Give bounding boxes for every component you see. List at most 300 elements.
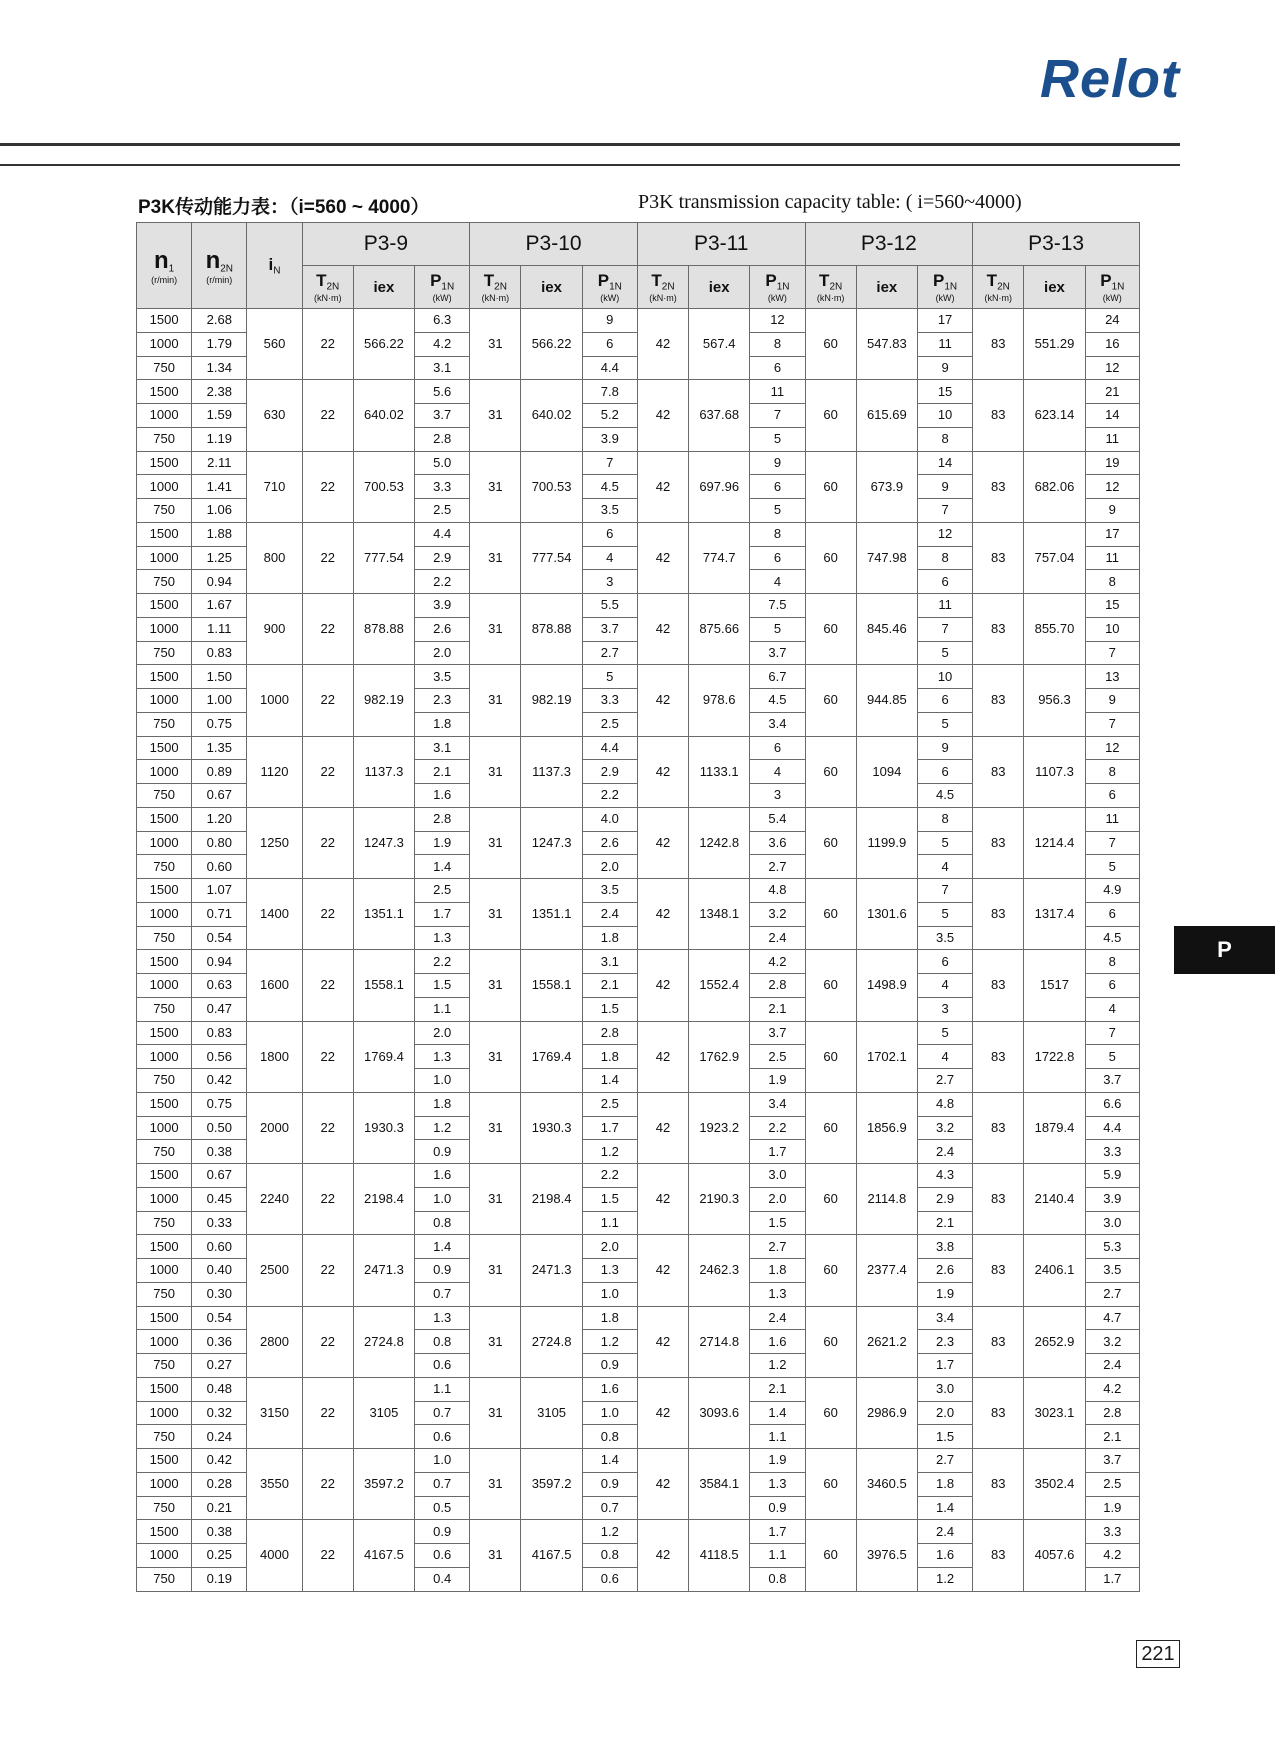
cell-iex: 1769.4: [353, 1021, 414, 1092]
cell-p1n: 4.2: [415, 332, 470, 356]
cell-n2n: 0.24: [192, 1425, 247, 1449]
cell-p1n: 2.0: [750, 1187, 805, 1211]
cell-iex: 2986.9: [856, 1377, 917, 1448]
header-rule-bottom: [0, 164, 1180, 166]
cell-ratio: 3150: [247, 1377, 302, 1448]
cell-n2n: 0.38: [192, 1140, 247, 1164]
cell-p1n: 6: [582, 332, 637, 356]
cell-p1n: 6: [1085, 974, 1139, 998]
cell-p1n: 7: [917, 499, 972, 523]
cell-n1: 1000: [137, 1401, 192, 1425]
cell-p1n: 3.3: [415, 475, 470, 499]
cell-n2n: 0.60: [192, 1235, 247, 1259]
cell-p1n: 0.8: [415, 1330, 470, 1354]
cell-p1n: 0.7: [415, 1472, 470, 1496]
cell-t2n: 42: [637, 309, 688, 380]
cell-t2n: 83: [973, 594, 1024, 665]
cell-n1: 750: [137, 997, 192, 1021]
cell-p1n: 3.2: [750, 902, 805, 926]
cell-n1: 750: [137, 784, 192, 808]
cell-p1n: 0.5: [415, 1496, 470, 1520]
cell-n1: 1500: [137, 736, 192, 760]
cell-p1n: 5: [582, 665, 637, 689]
cell-iex: 777.54: [521, 522, 582, 593]
cell-iex: 3597.2: [353, 1449, 414, 1520]
cell-p1n: 3.4: [750, 712, 805, 736]
cell-t2n: 42: [637, 879, 688, 950]
cell-iex: 4057.6: [1024, 1520, 1085, 1591]
cell-p1n: 4: [917, 855, 972, 879]
cell-iex: 1247.3: [353, 807, 414, 878]
cell-p1n: 1.3: [750, 1472, 805, 1496]
cell-t2n: 83: [973, 736, 1024, 807]
cell-n1: 1000: [137, 689, 192, 713]
cell-p1n: 5: [917, 831, 972, 855]
cell-p1n: 12: [1085, 356, 1139, 380]
cell-iex: 700.53: [353, 451, 414, 522]
table-row: [137, 807, 1140, 831]
cell-p1n: 7: [1085, 831, 1139, 855]
cell-n2n: 0.28: [192, 1472, 247, 1496]
cell-t2n: 22: [302, 309, 353, 380]
cell-p1n: 2.5: [415, 499, 470, 523]
cell-iex: 2471.3: [353, 1235, 414, 1306]
cell-p1n: 0.8: [582, 1425, 637, 1449]
cell-p1n: 1.2: [582, 1520, 637, 1544]
cell-p1n: 11: [1085, 427, 1139, 451]
cell-t2n: 22: [302, 1164, 353, 1235]
cell-p1n: 4: [917, 1045, 972, 1069]
cell-p1n: 6: [917, 760, 972, 784]
cell-n1: 1000: [137, 1472, 192, 1496]
cell-n2n: 0.50: [192, 1116, 247, 1140]
cell-p1n: 6: [1085, 902, 1139, 926]
cell-p1n: 1.6: [582, 1377, 637, 1401]
cell-p1n: 4.8: [917, 1092, 972, 1116]
cell-p1n: 3: [582, 570, 637, 594]
cell-p1n: 7: [1085, 1021, 1139, 1045]
cell-p1n: 2.8: [582, 1021, 637, 1045]
cell-p1n: 10: [917, 404, 972, 428]
cell-p1n: 1.1: [415, 1377, 470, 1401]
cell-iex: 3502.4: [1024, 1449, 1085, 1520]
cell-p1n: 1.5: [415, 974, 470, 998]
cell-p1n: 2.4: [750, 1306, 805, 1330]
cell-p1n: 14: [917, 451, 972, 475]
cell-t2n: 60: [805, 451, 856, 522]
cell-n1: 1500: [137, 879, 192, 903]
cell-t2n: 42: [637, 594, 688, 665]
cell-t2n: 83: [973, 1164, 1024, 1235]
cell-t2n: 83: [973, 1092, 1024, 1163]
cell-p1n: 3.2: [917, 1116, 972, 1140]
section-tab-p: P: [1174, 926, 1275, 974]
cell-p1n: 5: [1085, 1045, 1139, 1069]
cell-iex: 4118.5: [689, 1520, 750, 1591]
cell-p1n: 1.6: [750, 1330, 805, 1354]
cell-p1n: 5.2: [582, 404, 637, 428]
table-row: [137, 736, 1140, 760]
cell-p1n: 8: [1085, 950, 1139, 974]
cell-p1n: 9: [1085, 689, 1139, 713]
cell-p1n: 4.4: [582, 356, 637, 380]
cell-n1: 750: [137, 1140, 192, 1164]
cell-n1: 1500: [137, 380, 192, 404]
cell-iex: 777.54: [353, 522, 414, 593]
cell-p1n: 0.9: [415, 1140, 470, 1164]
cell-iex: 1879.4: [1024, 1092, 1085, 1163]
cell-iex: 547.83: [856, 309, 917, 380]
cell-p1n: 2.1: [582, 974, 637, 998]
cell-ratio: 2000: [247, 1092, 302, 1163]
cell-p1n: 0.7: [415, 1401, 470, 1425]
cell-iex: 774.7: [689, 522, 750, 593]
header-rule-top: [0, 143, 1180, 146]
cell-p1n: 1.0: [415, 1187, 470, 1211]
cell-iex: 747.98: [856, 522, 917, 593]
table-row: [137, 451, 1140, 475]
cell-p1n: 4: [582, 546, 637, 570]
cell-n2n: 1.20: [192, 807, 247, 831]
cell-iex: 3597.2: [521, 1449, 582, 1520]
cell-p1n: 1.4: [582, 1069, 637, 1093]
cell-p1n: 2.4: [582, 902, 637, 926]
cell-p1n: 4: [1085, 997, 1139, 1021]
cell-n2n: 0.47: [192, 997, 247, 1021]
cell-p1n: 10: [1085, 617, 1139, 641]
cell-t2n: 31: [470, 380, 521, 451]
cell-n2n: 1.34: [192, 356, 247, 380]
cell-iex: 1133.1: [689, 736, 750, 807]
cell-n2n: 0.83: [192, 641, 247, 665]
cell-t2n: 42: [637, 522, 688, 593]
cell-t2n: 31: [470, 1377, 521, 1448]
cell-p1n: 1.7: [750, 1140, 805, 1164]
group-header-p3-13: P3-13: [973, 223, 1140, 266]
cell-p1n: 7: [750, 404, 805, 428]
cell-n1: 1500: [137, 1377, 192, 1401]
cell-n1: 750: [137, 1282, 192, 1306]
cell-p1n: 4: [750, 570, 805, 594]
cell-t2n: 31: [470, 1021, 521, 1092]
cell-p1n: 1.8: [582, 926, 637, 950]
table-row: [137, 1164, 1140, 1188]
cell-p1n: 1.2: [582, 1330, 637, 1354]
cell-t2n: 22: [302, 1449, 353, 1520]
cell-iex: 615.69: [856, 380, 917, 451]
cell-n1: 1500: [137, 665, 192, 689]
cell-n1: 1500: [137, 1235, 192, 1259]
cell-t2n: 60: [805, 1520, 856, 1591]
cell-ratio: 1800: [247, 1021, 302, 1092]
cell-t2n: 22: [302, 380, 353, 451]
col-header-p1n: $P_{1N}$ (kW): [1085, 266, 1139, 309]
cell-p1n: 2.1: [750, 1377, 805, 1401]
cell-n2n: 1.07: [192, 879, 247, 903]
cell-n2n: 1.79: [192, 332, 247, 356]
cell-p1n: 3.7: [1085, 1449, 1139, 1473]
table-row: [137, 522, 1140, 546]
cell-n2n: 1.50: [192, 665, 247, 689]
cell-p1n: 2.0: [415, 641, 470, 665]
cell-p1n: 2.4: [917, 1140, 972, 1164]
cell-iex: 2462.3: [689, 1235, 750, 1306]
cell-t2n: 42: [637, 1377, 688, 1448]
cell-t2n: 31: [470, 665, 521, 736]
table-row: [137, 309, 1140, 333]
cell-t2n: 22: [302, 522, 353, 593]
cell-iex: 878.88: [353, 594, 414, 665]
cell-p1n: 3.4: [917, 1306, 972, 1330]
cell-p1n: 1.2: [415, 1116, 470, 1140]
cell-p1n: 3.9: [415, 594, 470, 618]
cell-n1: 1000: [137, 404, 192, 428]
cell-n1: 1500: [137, 1449, 192, 1473]
cell-t2n: 31: [470, 1449, 521, 1520]
cell-t2n: 22: [302, 950, 353, 1021]
cell-t2n: 42: [637, 1520, 688, 1591]
cell-n1: 1000: [137, 760, 192, 784]
cell-iex: 3976.5: [856, 1520, 917, 1591]
cell-n2n: 0.94: [192, 950, 247, 974]
cell-n1: 750: [137, 1354, 192, 1378]
cell-p1n: 11: [917, 332, 972, 356]
cell-p1n: 1.4: [415, 1235, 470, 1259]
cell-p1n: 0.7: [415, 1282, 470, 1306]
cell-p1n: 11: [1085, 807, 1139, 831]
cell-n1: 1000: [137, 546, 192, 570]
cell-n2n: 0.94: [192, 570, 247, 594]
cell-n2n: 2.11: [192, 451, 247, 475]
cell-p1n: 1.1: [750, 1544, 805, 1568]
cell-p1n: 5: [1085, 855, 1139, 879]
cell-iex: 1351.1: [521, 879, 582, 950]
cell-t2n: 60: [805, 522, 856, 593]
cell-p1n: 1.4: [917, 1496, 972, 1520]
cell-p1n: 5: [917, 1021, 972, 1045]
cell-n2n: 0.30: [192, 1282, 247, 1306]
cell-iex: 2198.4: [521, 1164, 582, 1235]
cell-n1: 1000: [137, 1116, 192, 1140]
cell-p1n: 19: [1085, 451, 1139, 475]
cell-p1n: 3.4: [750, 1092, 805, 1116]
cell-p1n: 1.6: [415, 784, 470, 808]
cell-p1n: 7.5: [750, 594, 805, 618]
cell-iex: 1923.2: [689, 1092, 750, 1163]
col-header-p1n: $P_{1N}$ (kW): [415, 266, 470, 309]
cell-p1n: 3.8: [917, 1235, 972, 1259]
cell-iex: 1558.1: [353, 950, 414, 1021]
cell-t2n: 22: [302, 1021, 353, 1092]
cell-p1n: 14: [1085, 404, 1139, 428]
cell-n2n: 1.88: [192, 522, 247, 546]
table-row: [137, 380, 1140, 404]
cell-p1n: 6: [750, 736, 805, 760]
cell-n1: 1000: [137, 902, 192, 926]
cell-p1n: 0.8: [750, 1567, 805, 1591]
cell-p1n: 3.5: [1085, 1259, 1139, 1283]
cell-n2n: 1.06: [192, 499, 247, 523]
cell-p1n: 12: [917, 522, 972, 546]
cell-p1n: 2.7: [917, 1069, 972, 1093]
cell-p1n: 11: [917, 594, 972, 618]
cell-p1n: 2.4: [917, 1520, 972, 1544]
cell-iex: 637.68: [689, 380, 750, 451]
cell-p1n: 2.1: [917, 1211, 972, 1235]
cell-p1n: 9: [917, 736, 972, 760]
cell-iex: 1247.3: [521, 807, 582, 878]
cell-iex: 1856.9: [856, 1092, 917, 1163]
cell-p1n: 1.2: [582, 1140, 637, 1164]
cell-t2n: 42: [637, 451, 688, 522]
cell-t2n: 22: [302, 1306, 353, 1377]
cell-n1: 1500: [137, 522, 192, 546]
col-header-p1n: $P_{1N}$ (kW): [582, 266, 637, 309]
cell-p1n: 1.4: [750, 1401, 805, 1425]
cell-t2n: 60: [805, 1306, 856, 1377]
cell-iex: 956.3: [1024, 665, 1085, 736]
cell-t2n: 83: [973, 950, 1024, 1021]
cell-p1n: 4.0: [582, 807, 637, 831]
cell-p1n: 1.0: [415, 1449, 470, 1473]
cell-n1: 750: [137, 1069, 192, 1093]
brand-logo: Relot: [1040, 49, 1180, 109]
cell-p1n: 7: [917, 879, 972, 903]
cell-iex: 2724.8: [353, 1306, 414, 1377]
cell-n1: 1000: [137, 475, 192, 499]
cell-p1n: 12: [1085, 475, 1139, 499]
cell-n1: 1500: [137, 807, 192, 831]
cell-p1n: 2.0: [415, 1021, 470, 1045]
cell-p1n: 5: [750, 617, 805, 641]
col-header-t2n: $T_{2N}$ (kN·m): [302, 266, 353, 309]
cell-p1n: 2.5: [415, 879, 470, 903]
cell-p1n: 6.7: [750, 665, 805, 689]
cell-ratio: 2500: [247, 1235, 302, 1306]
cell-iex: 2471.3: [521, 1235, 582, 1306]
cell-t2n: 22: [302, 1377, 353, 1448]
cell-n2n: 0.83: [192, 1021, 247, 1045]
cell-iex: 982.19: [521, 665, 582, 736]
cell-t2n: 42: [637, 950, 688, 1021]
cell-p1n: 2.8: [750, 974, 805, 998]
cell-p1n: 1.9: [750, 1449, 805, 1473]
cell-p1n: 2.1: [415, 760, 470, 784]
cell-n2n: 0.67: [192, 1164, 247, 1188]
cell-n2n: 0.56: [192, 1045, 247, 1069]
cell-n2n: 0.25: [192, 1544, 247, 1568]
cell-iex: 3105: [521, 1377, 582, 1448]
cell-iex: 2652.9: [1024, 1306, 1085, 1377]
cell-n1: 750: [137, 1211, 192, 1235]
cell-iex: 875.66: [689, 594, 750, 665]
cell-p1n: 4.3: [917, 1164, 972, 1188]
cell-t2n: 83: [973, 665, 1024, 736]
cell-p1n: 6: [917, 950, 972, 974]
cell-iex: 682.06: [1024, 451, 1085, 522]
cell-p1n: 2.2: [582, 1164, 637, 1188]
cell-t2n: 83: [973, 1306, 1024, 1377]
cell-p1n: 1.9: [917, 1282, 972, 1306]
col-header-iex: iex: [521, 266, 582, 309]
col-header-p1n: $P_{1N}$ (kW): [750, 266, 805, 309]
cell-p1n: 1.3: [750, 1282, 805, 1306]
cell-p1n: 4.2: [1085, 1544, 1139, 1568]
cell-n2n: 1.59: [192, 404, 247, 428]
cell-p1n: 1.0: [582, 1401, 637, 1425]
cell-n2n: 0.67: [192, 784, 247, 808]
cell-iex: 640.02: [353, 380, 414, 451]
cell-n2n: 2.68: [192, 309, 247, 333]
cell-ratio: 630: [247, 380, 302, 451]
cell-p1n: 2.1: [750, 997, 805, 1021]
cell-p1n: 21: [1085, 380, 1139, 404]
cell-n1: 1000: [137, 1259, 192, 1283]
cell-p1n: 0.6: [582, 1567, 637, 1591]
cell-n2n: 1.19: [192, 427, 247, 451]
cell-iex: 1301.6: [856, 879, 917, 950]
cell-n1: 1500: [137, 1092, 192, 1116]
cell-iex: 1552.4: [689, 950, 750, 1021]
group-header-p3-11: P3-11: [637, 223, 805, 266]
table-row: [137, 1306, 1140, 1330]
cell-t2n: 60: [805, 1164, 856, 1235]
cell-t2n: 22: [302, 1092, 353, 1163]
cell-p1n: 5: [750, 499, 805, 523]
cell-p1n: 3.7: [750, 1021, 805, 1045]
cell-p1n: 1.1: [582, 1211, 637, 1235]
cell-p1n: 6: [1085, 784, 1139, 808]
cell-t2n: 83: [973, 1235, 1024, 1306]
cell-iex: 1498.9: [856, 950, 917, 1021]
cell-t2n: 83: [973, 380, 1024, 451]
cell-iex: 757.04: [1024, 522, 1085, 593]
cell-p1n: 9: [582, 309, 637, 333]
cell-t2n: 60: [805, 879, 856, 950]
group-header-p3-10: P3-10: [470, 223, 638, 266]
cell-p1n: 16: [1085, 332, 1139, 356]
cell-iex: 1769.4: [521, 1021, 582, 1092]
table-row: [137, 1235, 1140, 1259]
cell-n2n: 0.63: [192, 974, 247, 998]
cell-ratio: 2240: [247, 1164, 302, 1235]
cell-iex: 3460.5: [856, 1449, 917, 1520]
cell-n1: 750: [137, 1496, 192, 1520]
cell-p1n: 0.8: [582, 1544, 637, 1568]
group-header-p3-9: P3-9: [302, 223, 470, 266]
cell-p1n: 4.2: [750, 950, 805, 974]
cell-p1n: 2.0: [582, 855, 637, 879]
cell-p1n: 3.0: [917, 1377, 972, 1401]
col-header-t2n: $T_{2N}$ (kN·m): [637, 266, 688, 309]
cell-p1n: 2.2: [582, 784, 637, 808]
col-header-t2n: $T_{2N}$ (kN·m): [805, 266, 856, 309]
cell-p1n: 3.5: [917, 926, 972, 950]
cell-p1n: 2.3: [917, 1330, 972, 1354]
cell-n2n: 0.27: [192, 1354, 247, 1378]
cell-p1n: 1.8: [750, 1259, 805, 1283]
cell-t2n: 60: [805, 1021, 856, 1092]
cell-t2n: 83: [973, 807, 1024, 878]
cell-n1: 1500: [137, 309, 192, 333]
cell-p1n: 8: [1085, 570, 1139, 594]
cell-p1n: 3.5: [582, 499, 637, 523]
cell-p1n: 1.9: [750, 1069, 805, 1093]
cell-iex: 623.14: [1024, 380, 1085, 451]
cell-p1n: 9: [917, 356, 972, 380]
cell-iex: 1762.9: [689, 1021, 750, 1092]
cell-p1n: 17: [1085, 522, 1139, 546]
